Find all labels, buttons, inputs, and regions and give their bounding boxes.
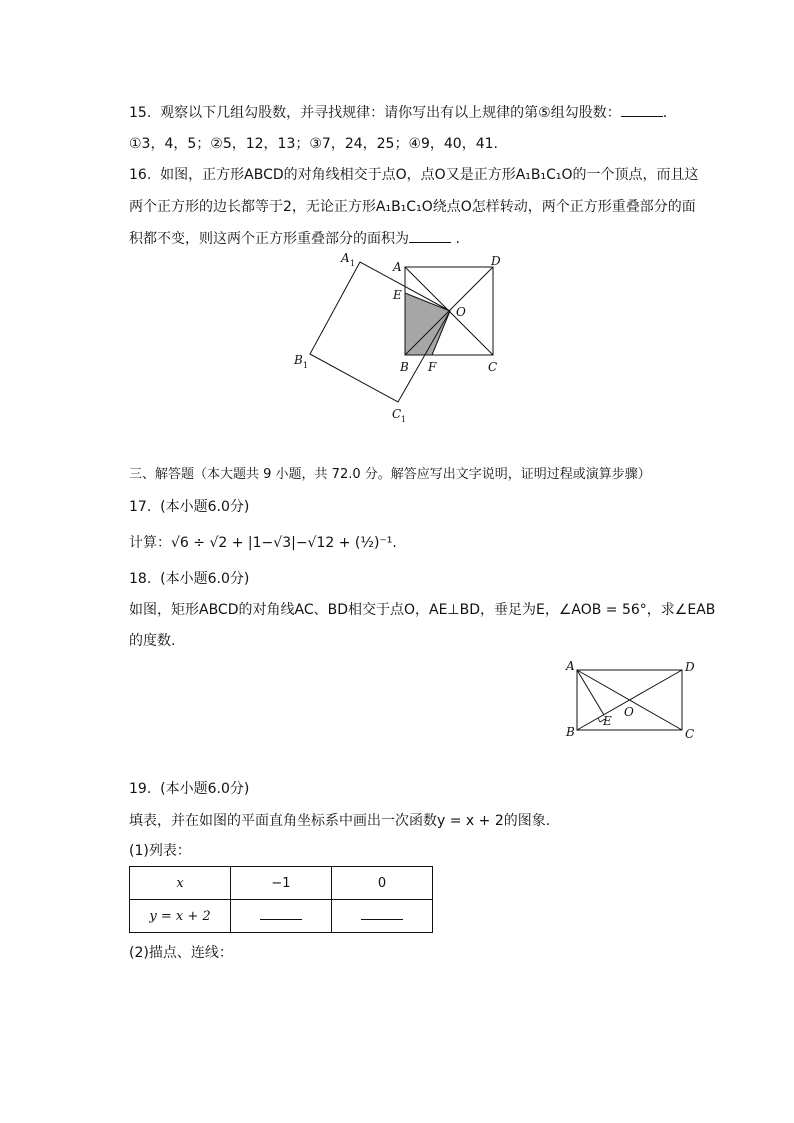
table-header-row [130,867,433,900]
q17-header [129,498,249,516]
q18-header [129,570,249,588]
label-B1-sub: 1 [303,361,309,370]
q16-line3 [129,230,460,248]
q19-line1 [129,812,550,830]
q18-line1-text: 如图，矩形ABCD的对角线AC、BD相交于点O，AE⊥BD，垂足为E，∠AOB = 56°，求∠EAB [129,602,716,618]
q15-text: 观察以下几组勾股数，并寻找规律：请你写出有以上规律的第⑤组勾股数： [160,105,621,121]
x-value-0: 0 [377,875,387,891]
q18-line1 [129,601,715,619]
label-D: D [685,660,695,674]
q19-header [129,780,249,798]
label-F: F [428,360,437,374]
x-label: x [176,875,184,891]
label-A: A [566,659,575,673]
perpendicular-ae [577,670,604,715]
q18-line2-text: 的度数. [129,633,176,649]
q17-body [129,534,397,552]
label-C1: C [392,407,402,421]
overlap-shaded-region [405,293,450,355]
q16-line3-text: 积都不变，则这两个正方形重叠部分的面积为 [129,231,409,247]
label-E: E [393,288,402,302]
q15-groups-text: ①3，4，5；②5，12，13；③7，24，25；④9，40，41. [129,136,498,152]
q19-score: (本小题6.0分) [160,781,250,797]
q17-text: 计算：√6 ÷ √2 + |1−√3|−√12 + (½)⁻¹. [129,535,397,551]
q18-number: 18. [129,571,152,587]
q18-figure [560,655,705,745]
q16-end: . [455,231,460,247]
y-expression: y = x + 2 [149,908,211,924]
q18-score: (本小题6.0分) [160,571,250,587]
q16-line1-text: 如图，正方形ABCD的对角线相交于点O，点O又是正方形A₁B₁C₁O的一个顶点，而且这 [160,167,699,183]
label-O: O [456,305,466,319]
q19-part1 [129,842,191,860]
label-C: C [685,727,695,741]
table-cell-blank-1[interactable] [231,900,332,933]
q15-line1 [129,104,667,122]
label-C1-sub: 1 [401,415,407,424]
q19-part2-text: (2)描点、连线： [129,945,233,961]
q16-line2-text: 两个正方形的边长都等于2，无论正方形A₁B₁C₁O绕点O怎样转动，两个正方形重叠部分的面 [129,199,696,215]
label-A: A [393,260,402,274]
label-B: B [566,725,575,739]
section3-heading-text: 三、解答题（本大题共 9 小题，共 72.0 分。解答应写出文字说明，证明过程或演算步骤） [129,467,651,482]
q16-line1 [129,166,699,184]
q18-line2 [129,632,175,650]
q19-part2 [129,944,233,962]
q16-line2 [129,198,696,216]
q19-number: 19. [129,781,152,797]
label-B: B [400,360,409,374]
table-cell-blank-2[interactable] [332,900,433,933]
q16-figure [280,248,520,433]
label-E: E [603,714,612,728]
q17-score: (本小题6.0分) [160,499,250,515]
label-C: C [488,360,498,374]
q15-number: 15. [129,105,152,121]
answer-blank-1[interactable] [260,909,302,920]
table-header-x [130,867,231,900]
q16-number: 16. [129,167,152,183]
label-B1: B [294,353,303,367]
table-row-label [130,900,231,933]
label-A1: A [341,251,350,265]
table-header-0 [332,867,433,900]
x-value-neg1: −1 [271,875,291,891]
q15-groups [129,135,498,153]
q19-part1-text: (1)列表： [129,843,191,859]
label-D: D [491,254,501,268]
q16-answer-blank[interactable] [409,230,451,243]
table-header-neg1 [231,867,332,900]
q15-answer-blank[interactable] [621,104,663,117]
q17-number: 17. [129,499,152,515]
label-A1-sub: 1 [350,259,356,268]
label-O: O [624,705,634,719]
answer-blank-2[interactable] [361,909,403,920]
section3-heading [129,466,651,484]
value-table [129,866,433,933]
q15-end: . [662,105,668,121]
table-row [130,900,433,933]
q19-text: 填表，并在如图的平面直角坐标系中画出一次函数y = x + 2的图象. [129,813,551,829]
